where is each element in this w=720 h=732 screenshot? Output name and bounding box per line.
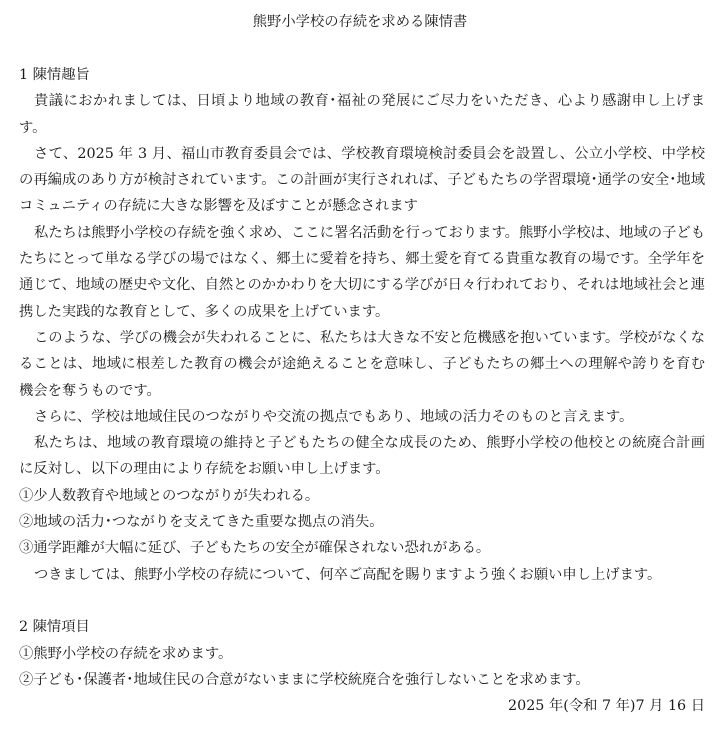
section2-heading: 2 陳情項目 xyxy=(19,619,90,636)
paragraph-petition: 私たちは熊野小学校の存続を強く求め、ここに署名活動を行っております。熊野小学校は、地域の子どもたちにとって単なる学びの場ではなく、郷土に愛着を持ち、郷土愛を育てる貴重な教育の場です。全学年を通じて、地域の歴史や文化、自然とのかかわりを大切にする学びが日々行われており、それは地域社会と連携した実践的な教育として、多くの成果を上げています。 xyxy=(19,224,705,320)
paragraph-closing: つきましては、熊野小学校の存続について、何卒ご高配を賜りますよう強くお願い申し上げます。 xyxy=(34,566,662,583)
document-date: 2025 年(令和 7 年)7 月 16 日 xyxy=(508,698,705,715)
paragraph-background: さて、2025 年 3 月、福山市教育委員会では、学校教育環境検討委員会を設置し、公立小学校、中学校の再編成のあり方が検討されています。この計画が実行されれば、子どもたちの学習環境･通学の安全･地域コミュニティの存続に大きな影響を及ぼすことが懸念されます xyxy=(19,145,705,215)
petition-item: ②子ども･保護者･地域住民の合意がないままに学校統廃合を強行しないことを求めます。 xyxy=(19,671,590,688)
reason-item: ①少人数教育や地域とのつながりが失われる。 xyxy=(19,487,320,504)
document-body xyxy=(19,62,705,719)
petition-item: ①熊野小学校の存続を求めます。 xyxy=(19,645,233,662)
paragraph-greeting: 貴議におかれましては、日頃より地域の教育･福祉の発展にご尽力をいただき、心より感謝申し上げます。 xyxy=(19,93,705,136)
paragraph-request: 私たちは、地域の教育環境の維持と子どもたちの健全な成長のため、熊野小学校の他校との統廃合計画に反対し、以下の理由により存続をお願い申し上げます。 xyxy=(19,435,705,478)
document-title: 熊野小学校の存続を求める陳情書 xyxy=(252,14,468,30)
reason-item: ③通学距離が大幅に延び、子どもたちの安全が確保されない恐れがある。 xyxy=(19,540,491,557)
section-spacer xyxy=(19,588,705,614)
paragraph-concern: このような、学びの機会が失われることに、私たちは大きな不安と危機感を抱いています。学校がなくなることは、地域に根差した教育の機会が途絶えることを意味し、子どもたちの郷土への理解や誇りを育む機会を奪うものです。 xyxy=(19,329,705,399)
paragraph-community: さらに、学校は地域住民のつながりや交流の拠点でもあり、地域の活力そのものと言えます。 xyxy=(34,408,634,425)
section1-heading: 1 陳情趣旨 xyxy=(19,67,90,83)
reason-item: ②地域の活力･つながりを支えてきた重要な拠点の消失。 xyxy=(19,514,384,531)
